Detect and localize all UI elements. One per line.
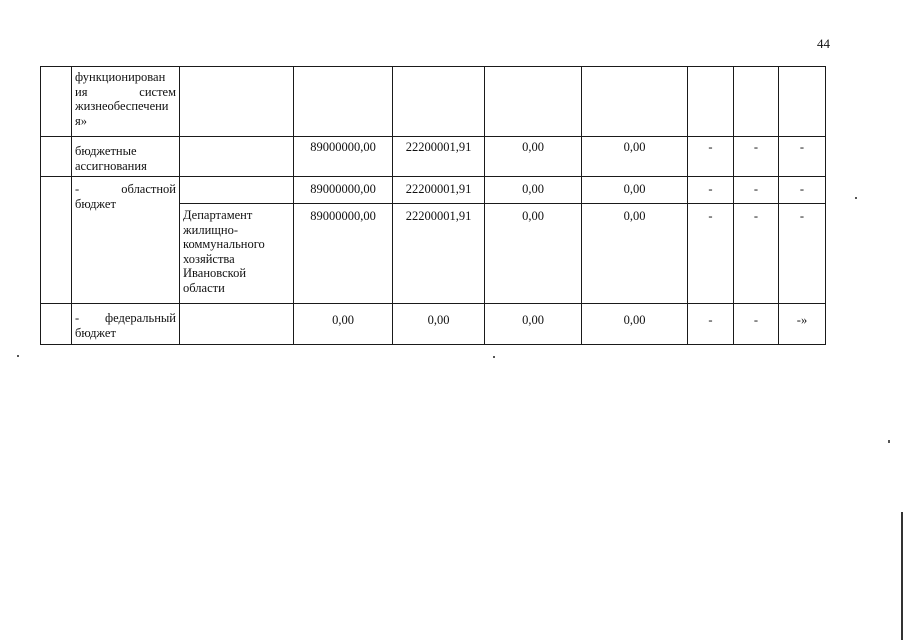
executor-cell: [180, 204, 294, 304]
executor-line: коммунального: [183, 237, 265, 251]
value-cell: -: [734, 177, 779, 204]
value-cell: -: [779, 177, 826, 204]
row-number-cell: [41, 67, 72, 137]
name-line: бюджет: [75, 196, 116, 211]
name-word: областной: [121, 182, 176, 196]
name-cell: [72, 177, 180, 304]
value-cell: 22200001,91: [393, 204, 485, 304]
name-cell: [72, 304, 180, 345]
value-cell: [485, 67, 582, 137]
value-cell: 0,00: [582, 137, 688, 177]
value-cell: [582, 67, 688, 137]
page-number: 44: [817, 36, 830, 51]
value-cell: 0,00: [485, 177, 582, 204]
value-cell: 0,00: [582, 304, 688, 345]
name-dash: -: [75, 311, 80, 325]
value-cell: 0,00: [294, 304, 393, 345]
name-word: ия: [75, 84, 88, 99]
name-line: функционирован: [75, 70, 166, 84]
budget-table: [40, 66, 826, 345]
value-cell: 0,00: [485, 304, 582, 345]
scan-speck: [888, 440, 890, 443]
value-cell: -: [688, 304, 734, 345]
value-cell: 0,00: [582, 177, 688, 204]
value-cell: 89000000,00: [294, 137, 393, 177]
value-cell: -: [688, 204, 734, 304]
executor-line: области: [183, 280, 225, 295]
value-cell: 22200001,91: [393, 177, 485, 204]
scan-speck: [493, 356, 495, 358]
executor-line: жилищно-: [183, 222, 238, 237]
value-cell: 89000000,00: [294, 204, 393, 304]
value-cell: -: [734, 137, 779, 177]
name-cell: [72, 67, 180, 137]
name-line: ассигнования: [75, 158, 147, 173]
row-number-cell: [41, 137, 72, 177]
value-cell: -: [779, 204, 826, 304]
value-cell: 0,00: [582, 204, 688, 304]
value-cell: [688, 67, 734, 137]
name-line: я»: [75, 113, 87, 128]
value-cell: 89000000,00: [294, 177, 393, 204]
name-line-justified: [75, 311, 176, 326]
executor-cell: [180, 137, 294, 177]
value-cell: -: [688, 177, 734, 204]
executor-line: Ивановской: [183, 266, 247, 280]
name-dash: -: [75, 182, 80, 196]
row-number-cell: [41, 304, 72, 345]
table-row: [41, 304, 826, 345]
value-cell: -»: [779, 304, 826, 345]
value-cell: 22200001,91: [393, 137, 485, 177]
name-line-justified: [75, 85, 176, 100]
executor-line: хозяйства: [183, 251, 235, 266]
value-cell: -: [779, 137, 826, 177]
value-cell: [393, 67, 485, 137]
value-cell: [294, 67, 393, 137]
scan-speck: [855, 197, 857, 199]
name-line: жизнеобеспечени: [75, 99, 169, 113]
value-cell: 0,00: [485, 204, 582, 304]
scan-speck: [17, 355, 19, 357]
value-cell: 0,00: [485, 137, 582, 177]
table-row: [41, 137, 826, 177]
table-row: [41, 67, 826, 137]
value-cell: -: [688, 137, 734, 177]
executor-cell: [180, 177, 294, 204]
executor-cell: [180, 304, 294, 345]
name-word: систем: [139, 84, 176, 99]
name-line-justified: [75, 182, 176, 197]
scan-edge-line: [901, 512, 903, 640]
value-cell: 0,00: [393, 304, 485, 345]
value-cell: [734, 67, 779, 137]
name-cell: [72, 137, 180, 177]
value-cell: -: [734, 204, 779, 304]
value-cell: [779, 67, 826, 137]
value-cell: -: [734, 304, 779, 345]
name-line: бюджетные: [75, 144, 137, 158]
executor-line: Департамент: [183, 208, 253, 222]
table-row: [41, 177, 826, 204]
executor-cell: [180, 67, 294, 137]
name-word: федеральный: [104, 311, 176, 325]
name-line: бюджет: [75, 325, 116, 340]
row-number-cell: [41, 177, 72, 304]
